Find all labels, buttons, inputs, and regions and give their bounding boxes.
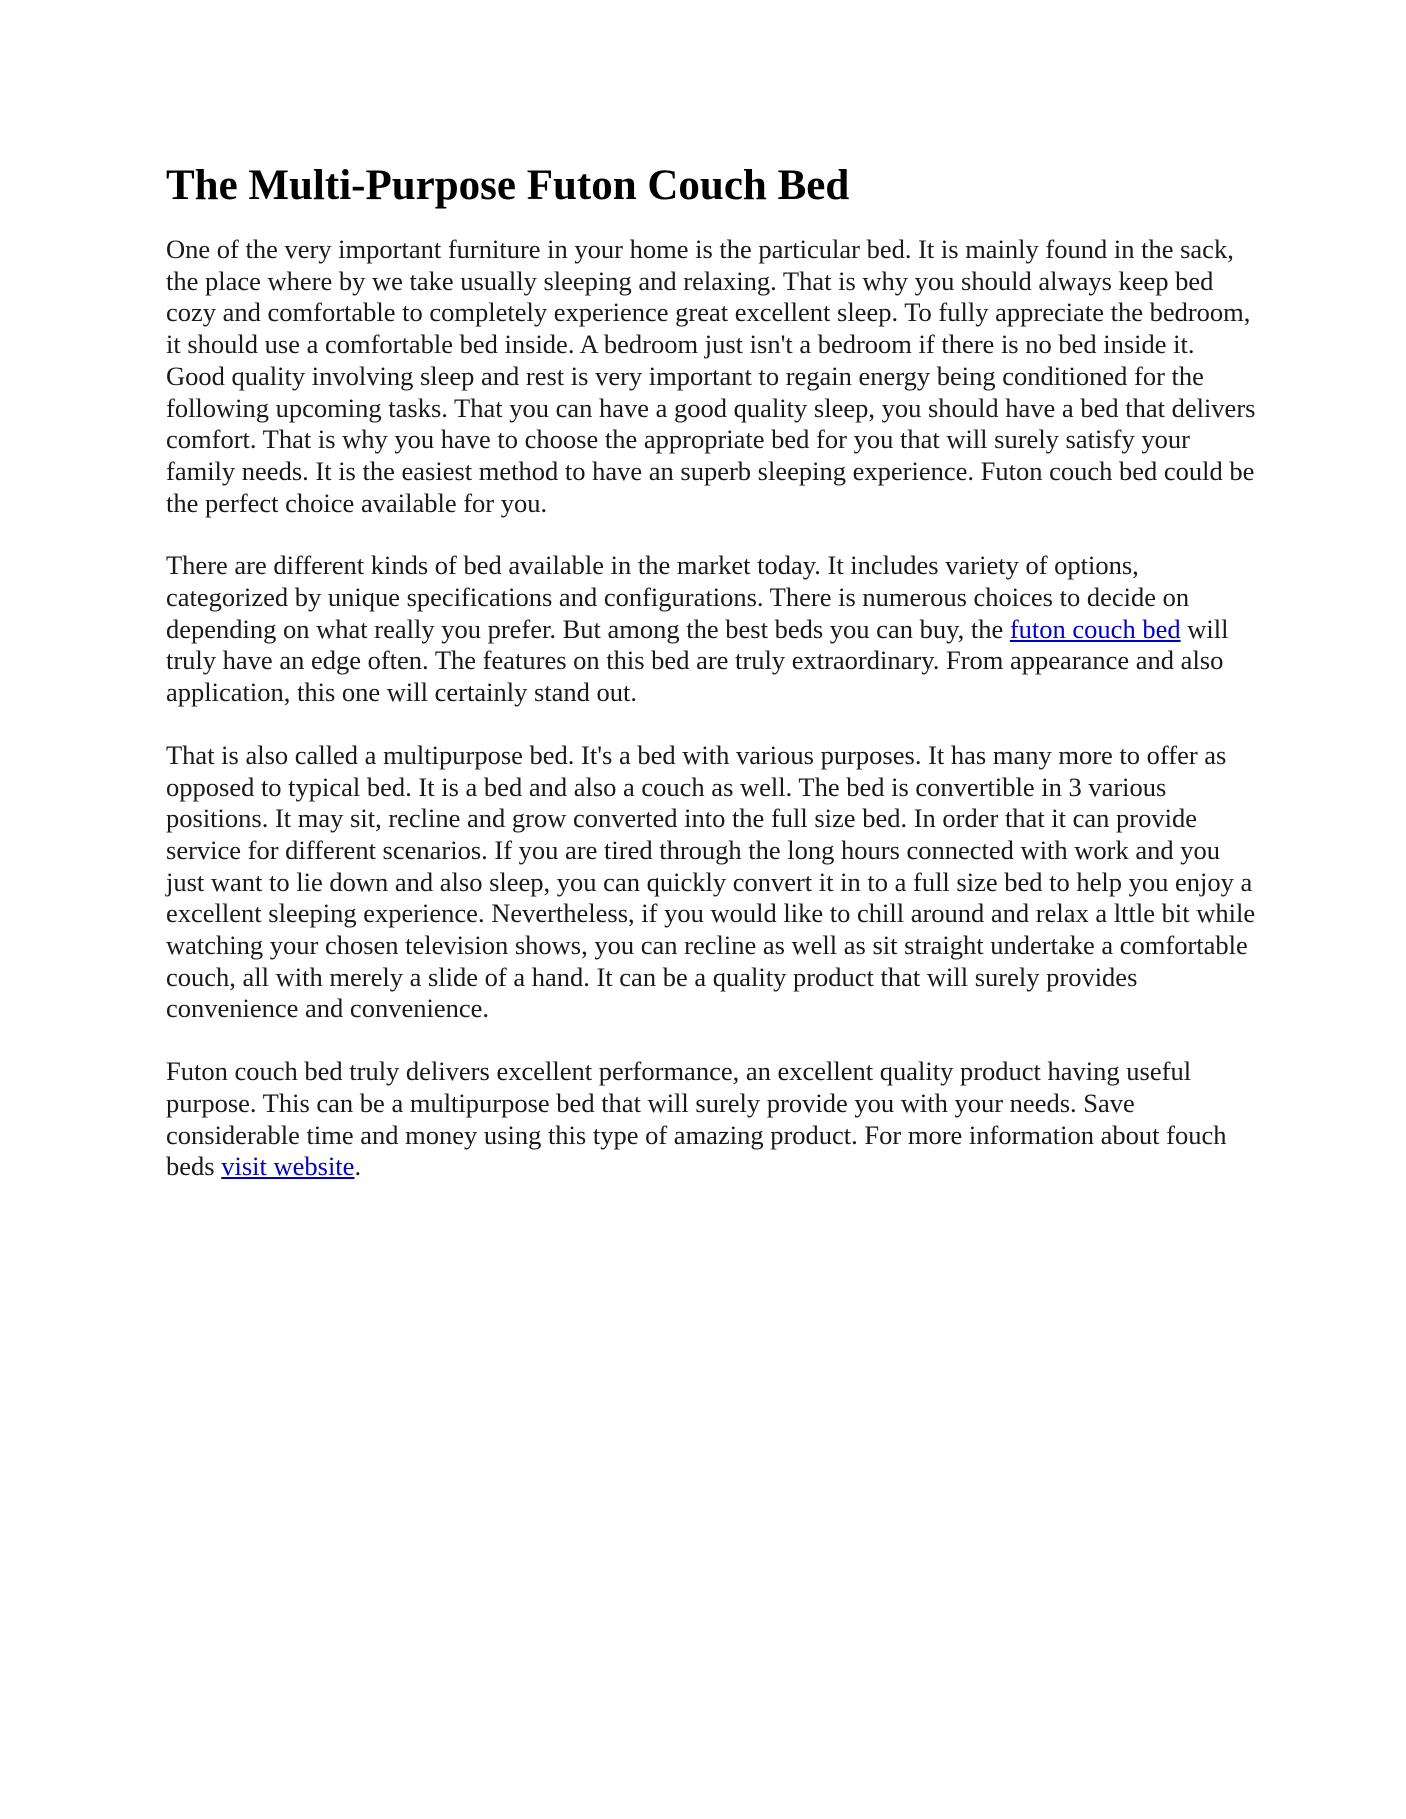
paragraph-text: Futon couch bed truly delivers excellent performance, an excellent quality product having useful purpose. This can be a multipurpose bed that will surely provide you with your needs. Save considerable time and money using this type of amazing product. For more information about fouch beds — [166, 1056, 1227, 1182]
visit-website-link[interactable]: visit website — [221, 1151, 355, 1182]
paragraph-conclusion — [166, 1056, 1256, 1183]
paragraph-text: . — [354, 1151, 362, 1182]
paragraph-intro: One of the very important furniture in your home is the particular bed. It is mainly found in the sack, the place where by we take usually sleeping and relaxing. That is why you should always keep bed cozy and comfortable to completely experience great excellent sleep. To fully appreciate the bedroom, it should use a comfortable bed inside. A bedroom just isn't a bedroom if there is no bed inside it. Good quality involving sleep and rest is very important to regain energy being conditioned for the following upcoming tasks. That you can have a good quality sleep, you should have a bed that delivers comfort. That is why you have to choose the appropriate bed for you that will surely satisfy your family needs. It is the easiest method to have an superb sleeping experience. Futon couch bed could be the perfect choice available for you. — [166, 234, 1256, 518]
page-title: The Multi-Purpose Futon Couch Bed — [166, 162, 850, 209]
paragraph-text: There are different kinds of bed available in the market today. It includes variety of options, categorized by unique specifications and configurations. There is numerous choices to decide on depending on what really you prefer. But among the best beds you can buy, the — [166, 550, 1190, 644]
paragraph-text: will truly have an edge often. The features on this bed are truly extraordinary. From appearance and also application, this one will certainly stand out. — [166, 613, 1229, 708]
paragraph-bed-types — [166, 550, 1256, 709]
document-page — [166, 160, 1256, 1214]
futon-couch-bed-link[interactable]: futon couch bed — [1009, 613, 1181, 644]
paragraph-multipurpose: That is also called a multipurpose bed. It's a bed with various purposes. It has many more to offer as opposed to typical bed. It is a bed and also a couch as well. The bed is convertible in 3 various positions. It may sit, recline and grow converted into the full size bed. In order that it can provide service for different scenarios. If you are tired through the long hours connected with work and you just want to lie down and also sleep, you can quickly convert it in to a full size bed to help you enjoy a excellent sleeping experience. Nevertheless, if you would like to chill around and relax a lttle bit while watching your chosen television shows, you can recline as well as sit straight undertake a comfortable couch, all with merely a slide of a hand. It can be a quality product that will surely provides convenience and convenience. — [166, 739, 1256, 1024]
